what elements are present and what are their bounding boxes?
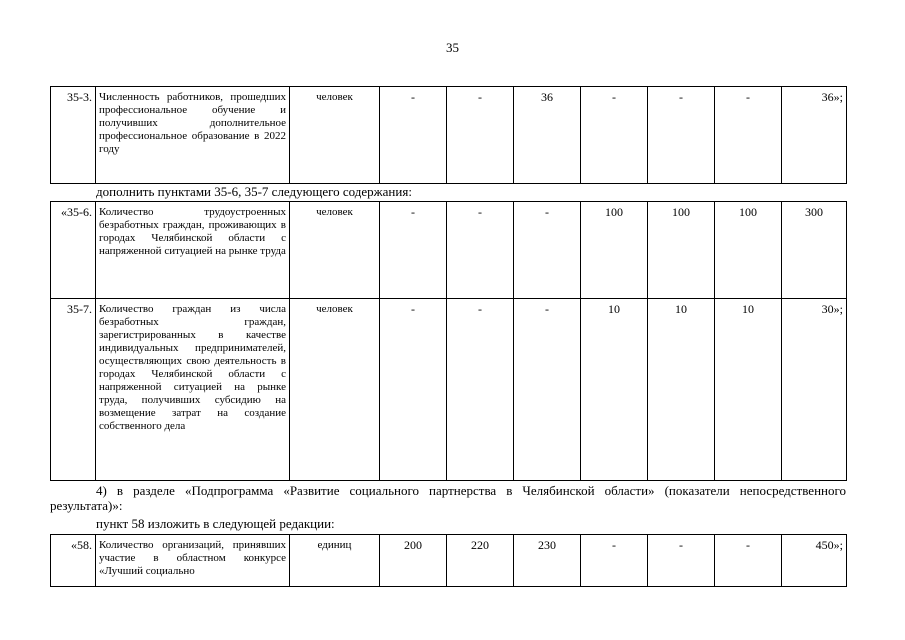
row-unit: человек	[290, 87, 380, 184]
row-number: 35-7.	[51, 299, 96, 481]
row-value: 100	[648, 202, 715, 299]
row-value: 100	[581, 202, 648, 299]
row-unit: единиц	[290, 535, 380, 587]
row-unit: человек	[290, 202, 380, 299]
row-value: -	[581, 535, 648, 587]
table-row	[51, 299, 847, 481]
row-unit: человек	[290, 299, 380, 481]
row-number: «35-6.	[51, 202, 96, 299]
row-value: 10	[648, 299, 715, 481]
row-value: 220	[447, 535, 514, 587]
item-58-text: пункт 58 изложить в следующей редакции:	[96, 516, 335, 531]
row-value: 450»;	[782, 535, 847, 587]
table-row	[51, 535, 847, 587]
row-value: -	[447, 202, 514, 299]
row-description: Численность работников, прошедших профессиональное обучение и получивших дополнительное профессиональное образование в 2022 году	[96, 87, 290, 184]
row-value: -	[447, 299, 514, 481]
row-description: Количество граждан из числа безработных граждан, зарегистрированных в качестве индивидуальных предпринимателей, осуществляющих свою деятельность в городах Челябинской области с напряженной ситуацией на рынке труда, получивших субсидию на возмещение затрат на создание собственного дела	[96, 299, 290, 481]
row-value: 30»;	[782, 299, 847, 481]
supplement-text: дополнить пунктами 35-6, 35-7 следующего содержания:	[96, 184, 412, 199]
section-4-text: 4) в разделе «Подпрограмма «Развитие социального партнерства в Челябинской области» (показатели непосредственного результата)»:	[50, 483, 846, 513]
row-number: 35-3.	[51, 87, 96, 184]
row-number: «58.	[51, 535, 96, 587]
row-description: Количество трудоустроенных безработных граждан, проживающих в городах Челябинской области с напряженной ситуацией на рынке труда	[96, 202, 290, 299]
row-value: 300	[782, 202, 847, 299]
row-value: 230	[514, 535, 581, 587]
row-value: -	[648, 535, 715, 587]
row-value: -	[380, 299, 447, 481]
indicators-table-block-3	[50, 534, 847, 587]
indicators-table-block-2	[50, 201, 847, 481]
page-number: 35	[446, 40, 459, 55]
row-value: -	[447, 87, 514, 184]
row-value: -	[380, 202, 447, 299]
indicators-table-block-1	[50, 86, 847, 184]
row-value: 100	[715, 202, 782, 299]
row-value: 10	[715, 299, 782, 481]
row-value: 36»;	[782, 87, 847, 184]
row-value: -	[715, 535, 782, 587]
row-value: 36	[514, 87, 581, 184]
row-value: -	[648, 87, 715, 184]
row-value: -	[514, 202, 581, 299]
row-description: Количество организаций, принявших участие в областном конкурсе «Лучший социально	[96, 535, 290, 587]
row-value: -	[715, 87, 782, 184]
row-value: -	[514, 299, 581, 481]
row-value: -	[380, 87, 447, 184]
row-value: 10	[581, 299, 648, 481]
table-row	[51, 202, 847, 299]
table-row	[51, 87, 847, 184]
row-value: 200	[380, 535, 447, 587]
row-value: -	[581, 87, 648, 184]
